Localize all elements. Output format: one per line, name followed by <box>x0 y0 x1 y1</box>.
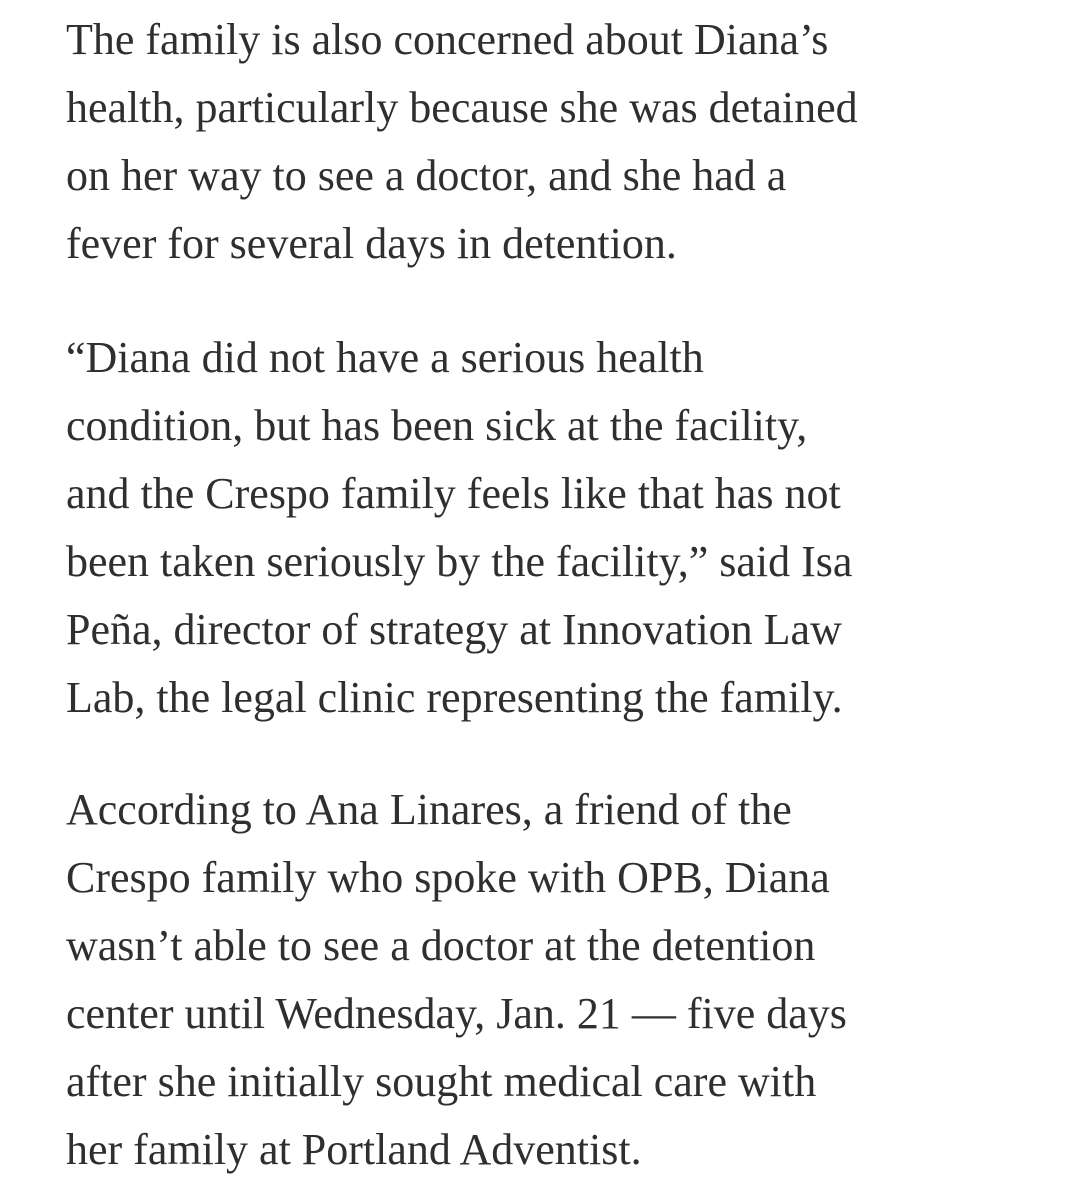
paragraph-health-concern <box>66 6 1056 278</box>
paragraph-line: Crespo family who spoke with OPB, Diana <box>66 853 830 902</box>
paragraph-line: According to Ana Linares, a friend of the <box>66 785 792 834</box>
paragraph-doctor-delay <box>66 776 1056 1184</box>
paragraph-line: her family at Portland Adventist. <box>66 1125 642 1174</box>
paragraph-line: on her way to see a doctor, and she had a <box>66 151 787 200</box>
paragraph-line: Lab, the legal clinic representing the family. <box>66 673 843 722</box>
paragraph-line: center until Wednesday, Jan. 21 — five days <box>66 989 847 1038</box>
paragraph-line: “Diana did not have a serious health <box>66 333 704 382</box>
paragraph-line: after she initially sought medical care with <box>66 1057 817 1106</box>
paragraph-line: and the Crespo family feels like that has not <box>66 469 841 518</box>
paragraph-line: health, particularly because she was detained <box>66 83 858 132</box>
paragraph-line: The family is also concerned about Diana’s <box>66 15 829 64</box>
paragraph-line: wasn’t able to see a doctor at the detention <box>66 921 816 970</box>
paragraph-line: condition, but has been sick at the facility, <box>66 401 808 450</box>
paragraph-line: been taken seriously by the facility,” said Isa <box>66 537 853 586</box>
paragraph-quote <box>66 324 1056 732</box>
paragraph-line: fever for several days in detention. <box>66 219 677 268</box>
paragraph-line: Peña, director of strategy at Innovation Law <box>66 605 842 654</box>
